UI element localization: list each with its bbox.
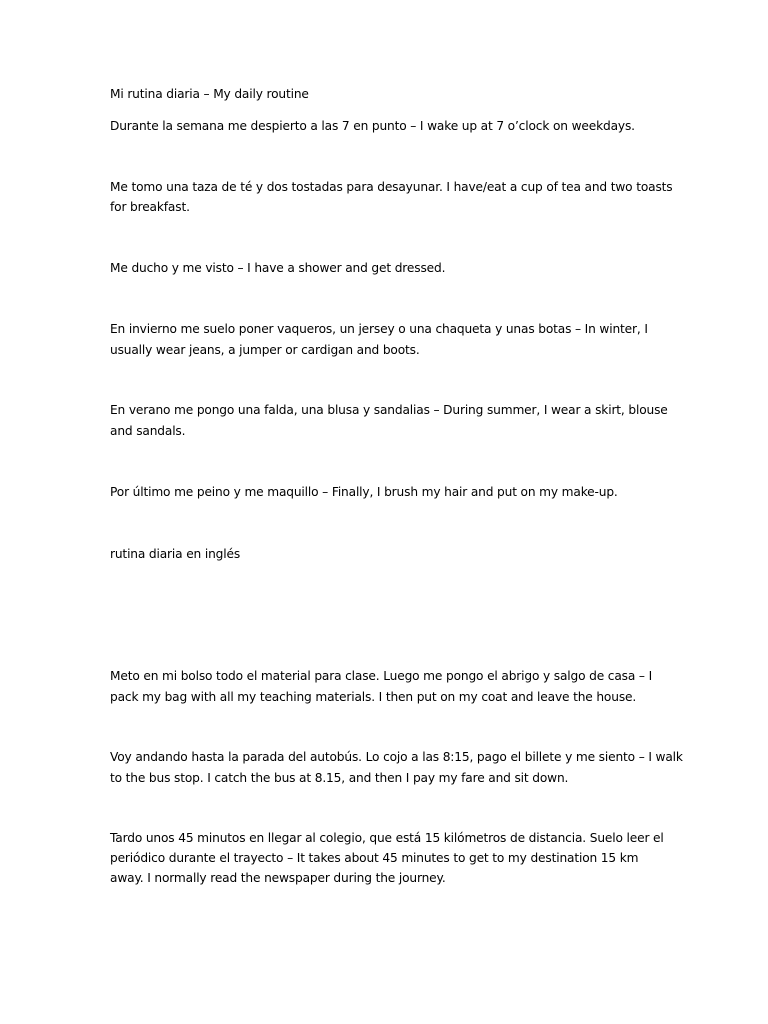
paragraph-breakfast-line-2: for breakfast. — [110, 200, 190, 214]
paragraph-bag-line-1: Meto en mi bolso todo el material para clase. Luego me pongo el abrigo y salgo de casa – I — [110, 669, 653, 683]
paragraph-journey-line-3: away. I normally read the newspaper during the journey. — [110, 871, 446, 885]
paragraph-finally: Por último me peino y me maquillo – Finally, I brush my hair and put on my make-up. — [110, 485, 618, 499]
paragraph-journey-line-2: periódico durante el trayecto – It takes about 45 minutes to get to my destination 15 km — [110, 851, 639, 865]
paragraph-subheading: rutina diaria en inglés — [110, 547, 241, 561]
paragraph-bus-line-1: Voy andando hasta la parada del autobús. Lo cojo a las 8:15, pago el billete y me siento – I walk — [110, 750, 683, 764]
paragraph-winter-line-1: En invierno me suelo poner vaqueros, un jersey o una chaqueta y unas botas – In winter, I — [110, 322, 648, 336]
paragraph-summer-line-2: and sandals. — [110, 424, 186, 438]
paragraph-shower: Me ducho y me visto – I have a shower and get dressed. — [110, 261, 446, 275]
document-title: Mi rutina diaria – My daily routine — [110, 87, 309, 101]
paragraph-journey-line-1: Tardo unos 45 minutos en llegar al colegio, que está 15 kilómetros de distancia. Suelo leer el — [110, 831, 664, 845]
paragraph-summer-line-1: En verano me pongo una falda, una blusa y sandalias – During summer, I wear a skirt, blouse — [110, 403, 668, 417]
paragraph-bag-line-2: pack my bag with all my teaching materials. I then put on my coat and leave the house. — [110, 690, 637, 704]
paragraph-bus-line-2: to the bus stop. I catch the bus at 8.15, and then I pay my fare and sit down. — [110, 771, 569, 785]
paragraph-wake-up: Durante la semana me despierto a las 7 en punto – I wake up at 7 o’clock on weekdays. — [110, 119, 635, 133]
paragraph-winter-line-2: usually wear jeans, a jumper or cardigan and boots. — [110, 343, 420, 357]
paragraph-breakfast-line-1: Me tomo una taza de té y dos tostadas para desayunar. I have/eat a cup of tea and two toasts — [110, 180, 673, 194]
